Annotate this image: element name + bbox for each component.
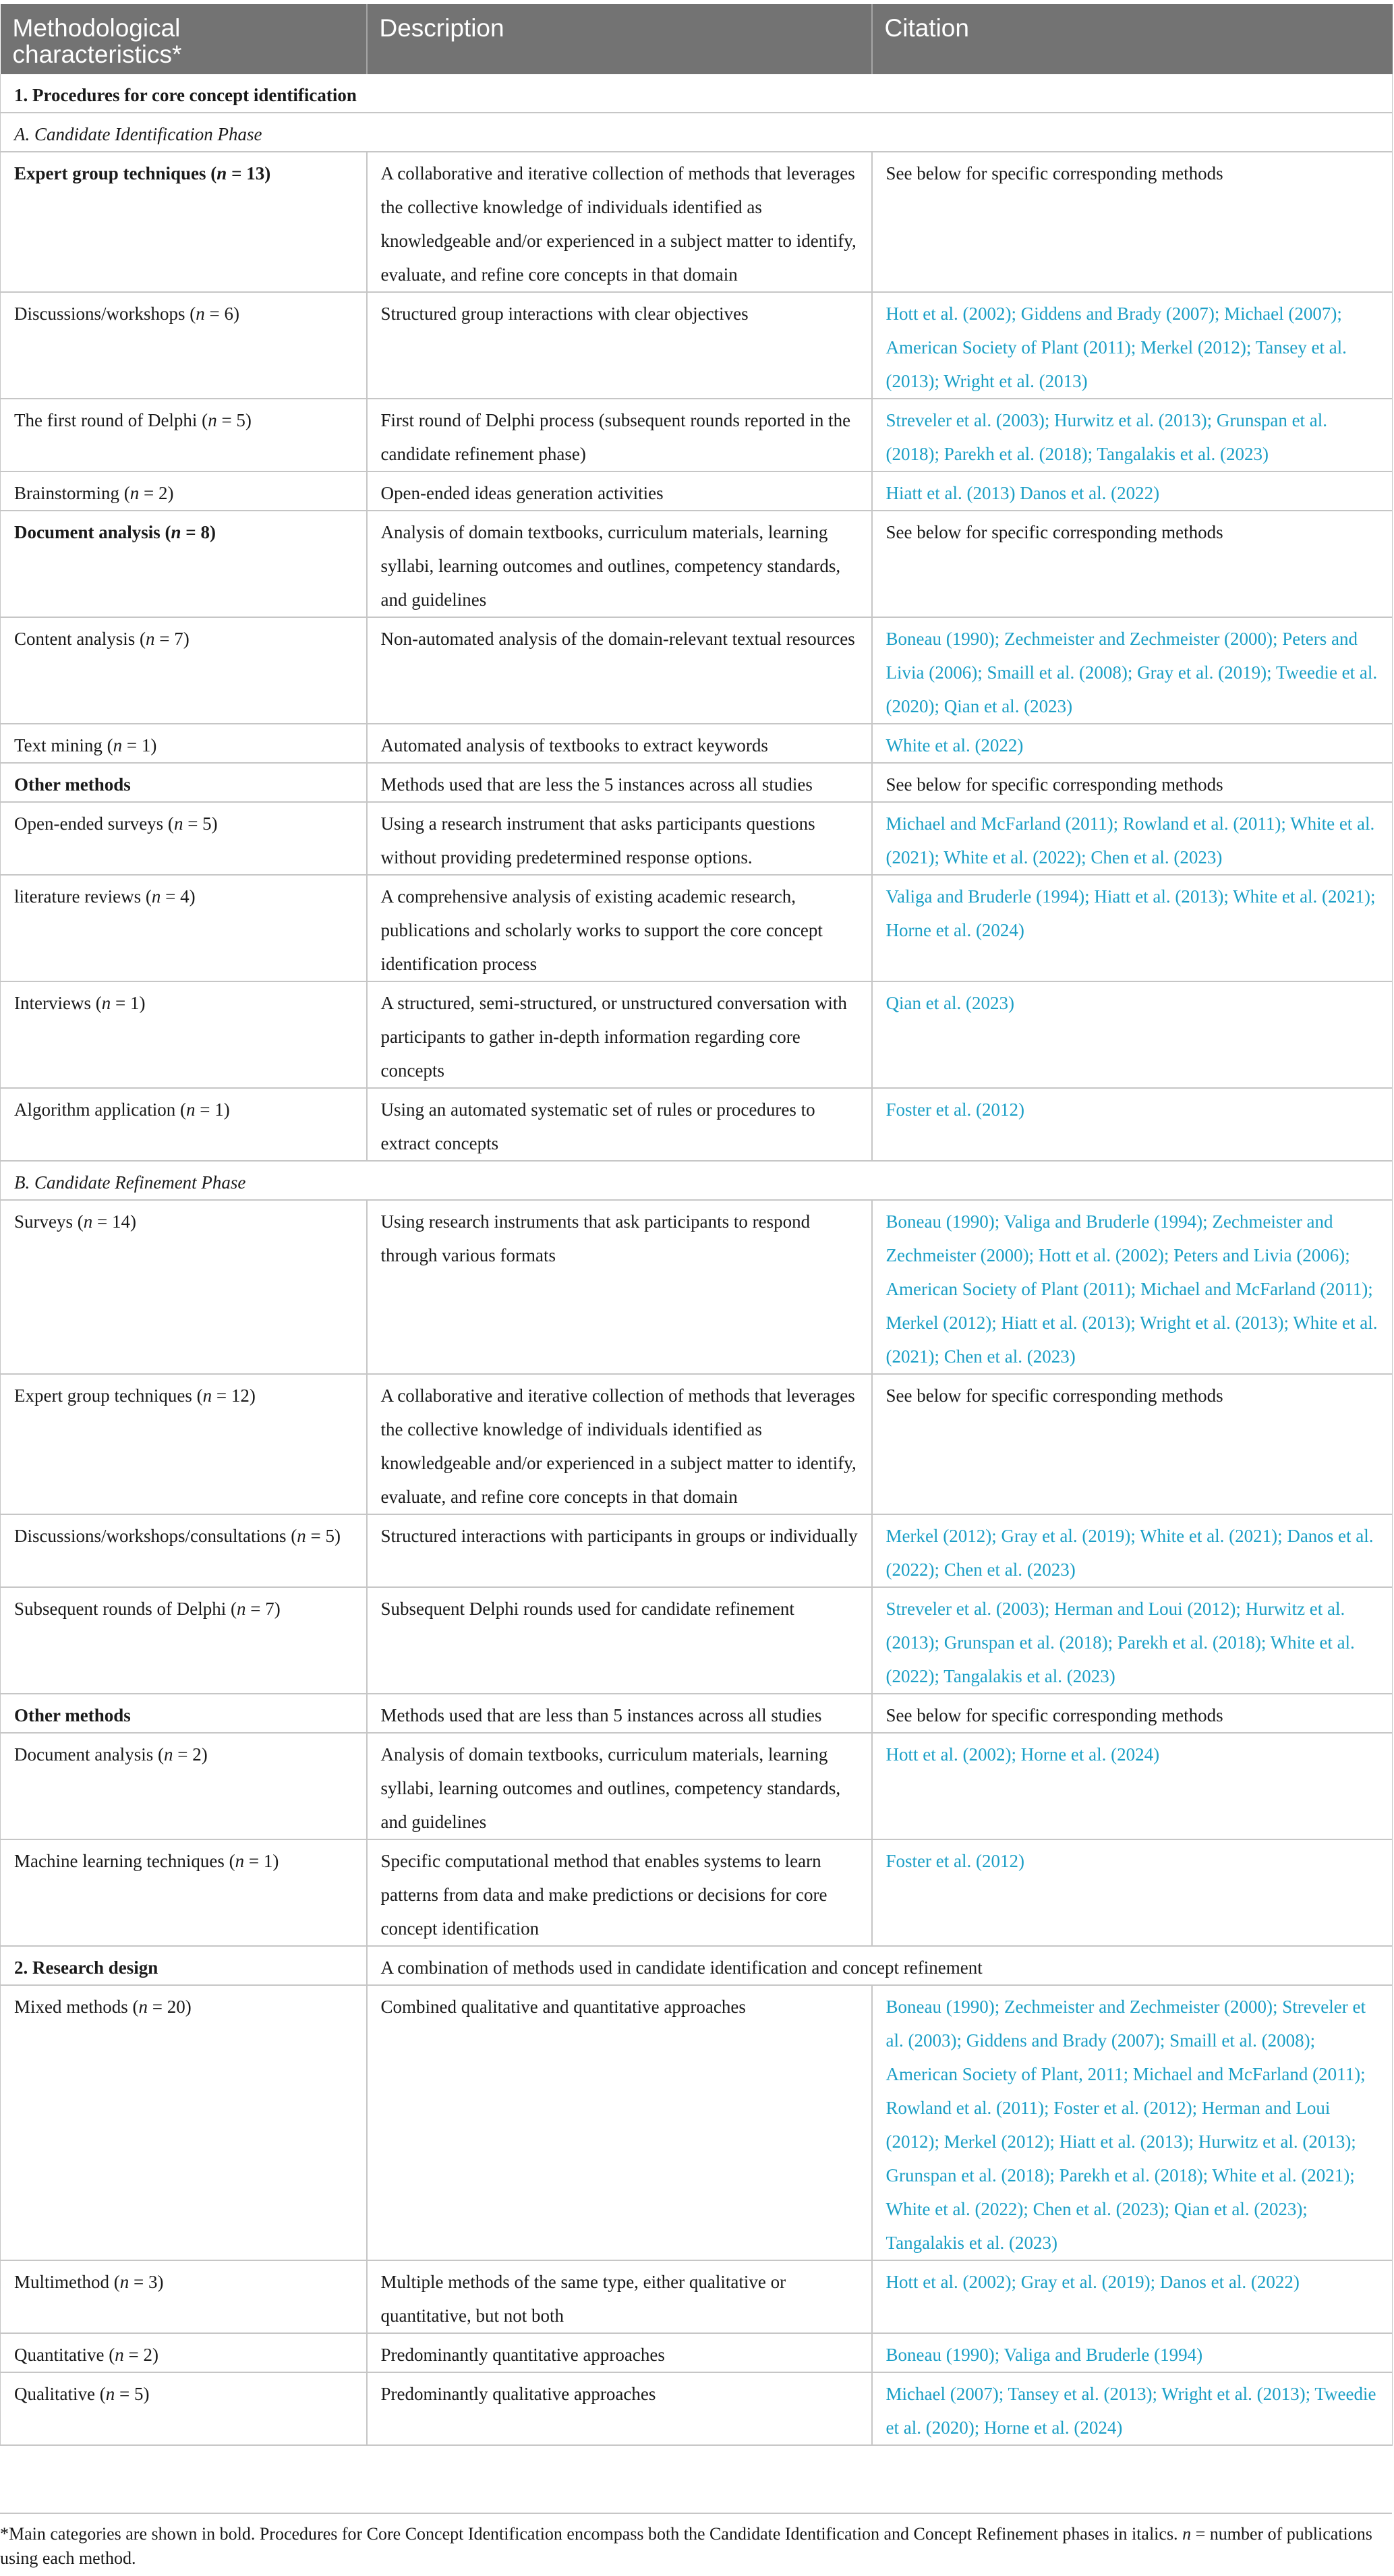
method-name: Open-ended surveys ( xyxy=(14,813,174,834)
description-cell: Using a research instrument that asks participants questions without providing predetermined response options. xyxy=(367,802,872,875)
method-count: 1 xyxy=(263,1851,273,1871)
table-row xyxy=(1,617,1393,724)
description-cell: Non-automated analysis of the domain-relevant textual resources xyxy=(367,617,872,724)
description-cell: Automated analysis of textbooks to extract keywords xyxy=(367,724,872,763)
method-count: 2 xyxy=(143,2345,152,2365)
n-symbol: n xyxy=(196,304,205,324)
method-cell: Brainstorming (n = 2) xyxy=(1,471,367,511)
table-row xyxy=(1,1374,1393,1514)
method-count: 2 xyxy=(158,483,168,503)
method-name: Quantitative ( xyxy=(14,2345,115,2365)
method-count: 1 xyxy=(214,1099,224,1120)
method-count: 1 xyxy=(129,993,140,1013)
method-cell: Discussions/workshops (n = 6) xyxy=(1,292,367,399)
table-row xyxy=(1,875,1393,981)
description-cell: A collaborative and iterative collection of methods that leverages the collective knowledge of individuals identified as knowledgeable and/or experienced in a subject matter to identify, evaluate, and refine core concepts in that domain xyxy=(367,1374,872,1514)
method-cell xyxy=(1,1694,367,1733)
description-cell: Analysis of domain textbooks, curriculum materials, learning syllabi, learning outcomes and outlines, competency standards, and guidelines xyxy=(367,511,872,617)
method-name: Mixed methods ( xyxy=(14,1997,139,2017)
method-cell: Document analysis (n = 2) xyxy=(1,1733,367,1839)
method-cell: Content analysis (n = 7) xyxy=(1,617,367,724)
table-container xyxy=(0,4,1392,2446)
method-name: Document analysis ( xyxy=(14,1744,164,1765)
citation-cell[interactable]: Boneau (1990); Zechmeister and Zechmeister (2000); Peters and Livia (2006); Smaill et al. (2008); Gray et al. (2019); Tweedie et al. (2020); Qian et al. (2023) xyxy=(872,617,1393,724)
method-cell: Subsequent rounds of Delphi (n = 7) xyxy=(1,1587,367,1694)
method-name: Brainstorming ( xyxy=(14,483,130,503)
method-cell: Expert group techniques (n = 13) xyxy=(1,152,367,292)
method-name: Discussions/workshops ( xyxy=(14,304,196,324)
citation-cell[interactable]: Streveler et al. (2003); Herman and Loui (2012); Hurwitz et al. (2013); Grunspan et al. (2018); Parekh et al. (2018); White et al. (2022); Tangalakis et al. (2023) xyxy=(872,1587,1393,1694)
method-name: literature reviews ( xyxy=(14,886,152,907)
method-count: 1 xyxy=(141,735,151,755)
table-row xyxy=(1,724,1393,763)
description-cell: Predominantly quantitative approaches xyxy=(367,2333,872,2372)
table-row xyxy=(1,292,1393,399)
table-row xyxy=(1,981,1393,1088)
method-count: 12 xyxy=(231,1385,250,1406)
methods-table xyxy=(0,4,1393,2446)
table-row xyxy=(1,152,1393,292)
citation-cell: See below for specific corresponding methods xyxy=(872,1374,1393,1514)
n-symbol: n xyxy=(101,993,111,1013)
description-cell: A collaborative and iterative collection of methods that leverages the collective knowledge of individuals identified as knowledgeable and/or experienced in a subject matter to identify, evaluate, and refine core concepts in that domain xyxy=(367,152,872,292)
n-symbol: n xyxy=(113,735,123,755)
n-symbol: n xyxy=(236,1599,246,1619)
method-name: Document analysis ( xyxy=(14,522,171,542)
description-cell: Using research instruments that ask participants to respond through various formats xyxy=(367,1200,872,1374)
citation-cell[interactable]: Foster et al. (2012) xyxy=(872,1088,1393,1161)
n-symbol: n xyxy=(115,2345,124,2365)
citation-cell[interactable]: Qian et al. (2023) xyxy=(872,981,1393,1088)
n-symbol: n xyxy=(163,1744,173,1765)
table-row xyxy=(1,2333,1393,2372)
description-cell: Subsequent Delphi rounds used for candidate refinement xyxy=(367,1587,872,1694)
method-count: 4 xyxy=(180,886,190,907)
table-row xyxy=(1,1088,1393,1161)
citation-cell[interactable]: Boneau (1990); Zechmeister and Zechmeister (2000); Streveler et al. (2003); Giddens and Brady (2007); Smaill et al. (2008); American Society of Plant, 2011; Michael and McFarland (2011); Rowland et al. (2011); Foster et al. (2012); Herman and Loui (2012); Merkel (2012); Hiatt et al. (2013); Hurwitz et al. (2013); Grunspan et al. (2018); Parekh et al. (2018); White et al. (2021); White et al. (2022); Chen et al. (2023); Qian et al. (2023); Tangalakis et al. (2023) xyxy=(872,1985,1393,2260)
method-cell: Mixed methods (n = 20) xyxy=(1,1985,367,2260)
method-count: 5 xyxy=(325,1526,335,1546)
method-cell: Multimethod (n = 3) xyxy=(1,2260,367,2333)
citation-cell: See below for specific corresponding methods xyxy=(872,1694,1393,1733)
table-row xyxy=(1,113,1393,152)
table-row xyxy=(1,2372,1393,2445)
method-cell: Qualitative (n = 5) xyxy=(1,2372,367,2445)
description-cell: Methods used that are less the 5 instances across all studies xyxy=(367,763,872,802)
description-cell: Specific computational method that enables systems to learn patterns from data and make predictions or decisions for core concept identification xyxy=(367,1839,872,1946)
footnote-text-2: = number of publications using each method. xyxy=(0,2524,1372,2568)
n-symbol: n xyxy=(138,1997,148,2017)
description-cell: A comprehensive analysis of existing academic research, publications and scholarly works to support the core concept identification process xyxy=(367,875,872,981)
method-cell xyxy=(1,763,367,802)
table-row xyxy=(1,802,1393,875)
header-citation: Citation xyxy=(872,4,1393,74)
method-name: Expert group techniques ( xyxy=(14,1385,203,1406)
description-cell: Analysis of domain textbooks, curriculum materials, learning syllabi, learning outcomes and outlines, competency standards, and guidelines xyxy=(367,1733,872,1839)
section-heading: 2. Research design xyxy=(1,1946,367,1985)
method-name: Qualitative ( xyxy=(14,2384,106,2404)
citation-cell[interactable]: Hott et al. (2002); Gray et al. (2019); Danos et al. (2022) xyxy=(872,2260,1393,2333)
method-name: Subsequent rounds of Delphi ( xyxy=(14,1599,237,1619)
citation-cell: See below for specific corresponding methods xyxy=(872,511,1393,617)
method-cell: Document analysis (n = 8) xyxy=(1,511,367,617)
table-row xyxy=(1,763,1393,802)
n-symbol: n xyxy=(105,2384,115,2404)
method-count: 13 xyxy=(246,163,265,183)
table-row xyxy=(1,1694,1393,1733)
method-count: 5 xyxy=(202,813,212,834)
table-row xyxy=(1,1733,1393,1839)
method-name: The first round of Delphi ( xyxy=(14,410,208,430)
citation-cell[interactable]: Hiatt et al. (2013) Danos et al. (2022) xyxy=(872,471,1393,511)
table-row xyxy=(1,1839,1393,1946)
n-symbol: n xyxy=(235,1851,245,1871)
header-description: Description xyxy=(367,4,872,74)
description-cell: A combination of methods used in candidate identification and concept refinement xyxy=(367,1946,1393,1985)
method-count: 5 xyxy=(134,2384,144,2404)
table-row xyxy=(1,1514,1393,1587)
table-row xyxy=(1,1587,1393,1694)
table-footnote xyxy=(0,2513,1392,2571)
citation-cell[interactable]: Valiga and Bruderle (1994); Hiatt et al. (2013); White et al. (2021); Horne et al. (2024) xyxy=(872,875,1393,981)
table-row xyxy=(1,471,1393,511)
method-cell: The first round of Delphi (n = 5) xyxy=(1,399,367,471)
n-symbol: n xyxy=(129,483,140,503)
n-symbol: n xyxy=(171,522,181,542)
method-cell: Machine learning techniques (n = 1) xyxy=(1,1839,367,1946)
method-name: Interviews ( xyxy=(14,993,102,1013)
n-symbol: n xyxy=(297,1526,306,1546)
method-cell: literature reviews (n = 4) xyxy=(1,875,367,981)
n-symbol: n xyxy=(216,163,227,183)
header-methodological-characteristics: Methodological characteristics* xyxy=(1,4,367,74)
description-cell: A structured, semi-structured, or unstructured conversation with participants to gather in-depth information regarding core concepts xyxy=(367,981,872,1088)
method-name: Text mining ( xyxy=(14,735,113,755)
method-count: 6 xyxy=(224,304,233,324)
n-symbol: n xyxy=(145,629,155,649)
n-symbol: n xyxy=(208,410,217,430)
n-symbol: n xyxy=(185,1099,196,1120)
citation-cell[interactable]: Hott et al. (2002); Horne et al. (2024) xyxy=(872,1733,1393,1839)
n-symbol: n xyxy=(151,886,161,907)
method-name: Machine learning techniques ( xyxy=(14,1851,235,1871)
description-cell: Multiple methods of the same type, either qualitative or quantitative, but not both xyxy=(367,2260,872,2333)
n-symbol: n xyxy=(173,813,183,834)
table-row xyxy=(1,1946,1393,1985)
table-header xyxy=(1,4,1393,74)
citation-cell[interactable]: Boneau (1990); Valiga and Bruderle (1994); Zechmeister and Zechmeister (2000); Hott et al. (2002); Peters and Livia (2006); American Society of Plant (2011); Michael and McFarland (2011); Merkel (2012); Hiatt et al. (2013); Wright et al. (2013); White et al. (2021); Chen et al. (2023) xyxy=(872,1200,1393,1374)
n-symbol: n xyxy=(202,1385,212,1406)
method-count: 7 xyxy=(174,629,183,649)
method-name: Content analysis ( xyxy=(14,629,146,649)
table-row xyxy=(1,74,1393,113)
table-row xyxy=(1,2260,1393,2333)
citation-cell[interactable]: Hott et al. (2002); Giddens and Brady (2007); Michael (2007); American Society of Plant (2011); Merkel (2012); Tansey et al. (2013); Wright et al. (2013) xyxy=(872,292,1393,399)
n-symbol: n xyxy=(83,1211,93,1232)
footnote-text-1: *Main categories are shown in bold. Procedures for Core Concept Identification encompass both the Candidate Identification and Concept Refinement phases in italics. xyxy=(0,2524,1183,2544)
description-cell: Predominantly qualitative approaches xyxy=(367,2372,872,2445)
citation-cell[interactable]: Foster et al. (2012) xyxy=(872,1839,1393,1946)
method-cell: Text mining (n = 1) xyxy=(1,724,367,763)
phase-heading: B. Candidate Refinement Phase xyxy=(1,1161,1393,1200)
n-symbol: n xyxy=(119,2272,129,2292)
description-cell: Structured interactions with participants in groups or individually xyxy=(367,1514,872,1587)
method-name: Algorithm application ( xyxy=(14,1099,186,1120)
citation-cell[interactable]: Streveler et al. (2003); Hurwitz et al. (2013); Grunspan et al. (2018); Parekh et al. (2018); Tangalakis et al. (2023) xyxy=(872,399,1393,471)
description-cell: Structured group interactions with clear objectives xyxy=(367,292,872,399)
method-cell: Open-ended surveys (n = 5) xyxy=(1,802,367,875)
footnote-n-symbol: n xyxy=(1182,2524,1192,2544)
citation-cell: See below for specific corresponding methods xyxy=(872,763,1393,802)
method-count: 2 xyxy=(192,1744,202,1765)
method-count: 8 xyxy=(200,522,210,542)
method-count: 5 xyxy=(236,410,245,430)
method-name: Discussions/workshops/consultations ( xyxy=(14,1526,297,1546)
method-count: 3 xyxy=(148,2272,158,2292)
method-name: Other methods xyxy=(14,1705,131,1725)
phase-heading: A. Candidate Identification Phase xyxy=(1,113,1393,152)
table-row xyxy=(1,1200,1393,1374)
method-name: Surveys ( xyxy=(14,1211,84,1232)
citation-cell[interactable]: Michael and McFarland (2011); Rowland et al. (2011); White et al. (2021); White et al. (2022); Chen et al. (2023) xyxy=(872,802,1393,875)
table-row xyxy=(1,1985,1393,2260)
table-row xyxy=(1,1161,1393,1200)
method-cell: Discussions/workshops/consultations (n = 5) xyxy=(1,1514,367,1587)
citation-cell[interactable]: White et al. (2022) xyxy=(872,724,1393,763)
table-row xyxy=(1,511,1393,617)
method-count: 14 xyxy=(111,1211,130,1232)
method-cell: Quantitative (n = 2) xyxy=(1,2333,367,2372)
citation-cell: See below for specific corresponding methods xyxy=(872,152,1393,292)
description-cell: Combined qualitative and quantitative approaches xyxy=(367,1985,872,2260)
method-count: 7 xyxy=(265,1599,274,1619)
method-name: Expert group techniques ( xyxy=(14,163,217,183)
method-cell: Interviews (n = 1) xyxy=(1,981,367,1088)
method-cell: Algorithm application (n = 1) xyxy=(1,1088,367,1161)
method-cell: Expert group techniques (n = 12) xyxy=(1,1374,367,1514)
section-heading: 1. Procedures for core concept identification xyxy=(1,74,1393,113)
citation-cell[interactable]: Merkel (2012); Gray et al. (2019); White et al. (2021); Danos et al. (2022); Chen et al. (2023) xyxy=(872,1514,1393,1587)
method-name: Other methods xyxy=(14,774,131,795)
method-count: 20 xyxy=(167,1997,185,2017)
description-cell: Open-ended ideas generation activities xyxy=(367,471,872,511)
citation-cell[interactable]: Michael (2007); Tansey et al. (2013); Wright et al. (2013); Tweedie et al. (2020); Horne et al. (2024) xyxy=(872,2372,1393,2445)
table-body xyxy=(1,74,1393,2445)
description-cell: First round of Delphi process (subsequent rounds reported in the candidate refinement phase) xyxy=(367,399,872,471)
method-name: Multimethod ( xyxy=(14,2272,120,2292)
description-cell: Methods used that are less than 5 instances across all studies xyxy=(367,1694,872,1733)
method-cell: Surveys (n = 14) xyxy=(1,1200,367,1374)
description-cell: Using an automated systematic set of rules or procedures to extract concepts xyxy=(367,1088,872,1161)
citation-cell[interactable]: Boneau (1990); Valiga and Bruderle (1994) xyxy=(872,2333,1393,2372)
table-row xyxy=(1,399,1393,471)
